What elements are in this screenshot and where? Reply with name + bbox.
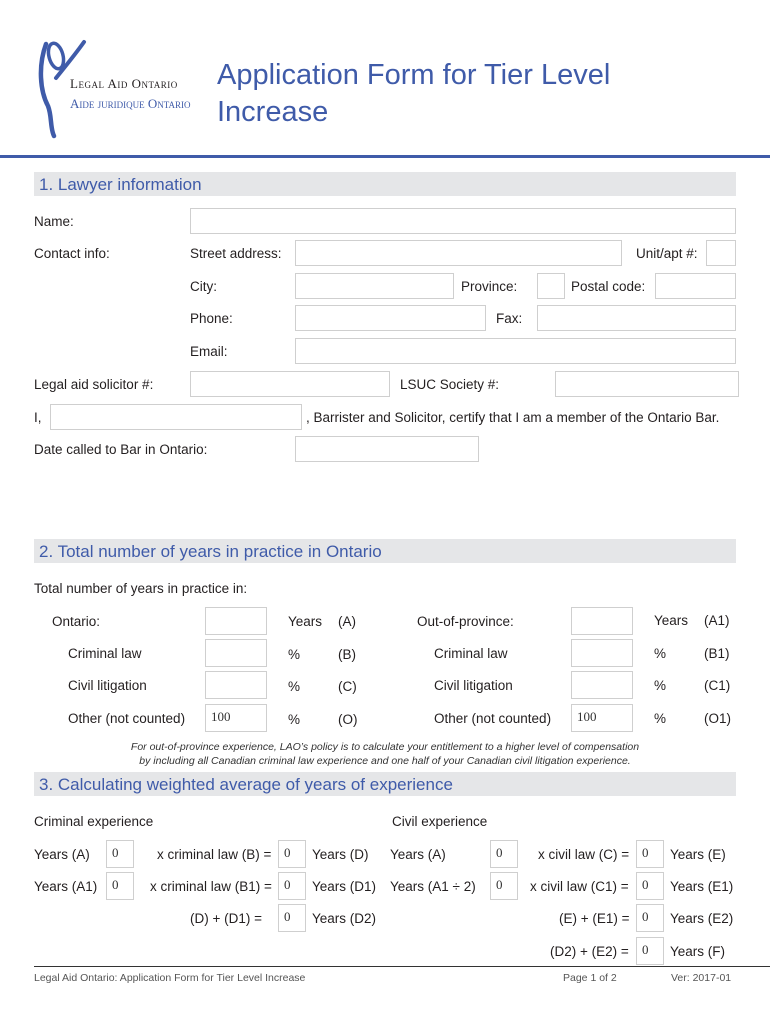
ontario-years-input[interactable] xyxy=(205,607,267,635)
date-called-label: Date called to Bar in Ontario: xyxy=(34,442,208,457)
pct-o1: % xyxy=(654,711,667,726)
years-d1-label: Years (D1) xyxy=(312,879,377,894)
city-input[interactable] xyxy=(295,273,454,299)
logo-text-en: Legal Aid Ontario xyxy=(70,76,178,91)
code-b: (B) xyxy=(338,647,356,662)
years-e-label: Years (E) xyxy=(670,847,726,862)
criminal-exp-label: Criminal experience xyxy=(34,814,154,829)
province-label: Province: xyxy=(461,279,518,294)
out-criminal-input[interactable] xyxy=(571,639,633,667)
years-f-value[interactable]: 0 xyxy=(636,937,664,965)
unit-input[interactable] xyxy=(706,240,736,266)
logo-text-fr: Aide juridique Ontario xyxy=(70,96,191,111)
ontario-civil-input[interactable] xyxy=(205,671,267,699)
phone-input[interactable] xyxy=(295,305,486,331)
street-address-label: Street address: xyxy=(190,246,282,261)
code-a1: (A1) xyxy=(704,613,730,628)
footer-rule xyxy=(34,966,770,967)
crim-years-a-value[interactable]: 0 xyxy=(106,840,134,868)
civ-years-a-value[interactable]: 0 xyxy=(490,840,518,868)
years-e1-label: Years (E1) xyxy=(670,879,734,894)
d2-plus-e2-label: (D2) + (E2) = xyxy=(550,944,629,959)
out-other-label: Other (not counted) xyxy=(434,711,552,726)
date-called-input[interactable] xyxy=(295,436,479,462)
header-rule xyxy=(0,155,770,158)
ontario-label: Ontario: xyxy=(52,614,101,629)
x-criminal-b-label: x criminal law (B) = xyxy=(157,847,272,862)
practice-intro: Total number of years in practice in: xyxy=(34,581,248,596)
name-input[interactable] xyxy=(190,208,736,234)
policy-note-1: For out-of-province experience, LAO’s policy is to calculate your entitlement to a higher level of compensation xyxy=(130,741,640,753)
years-d2-value[interactable]: 0 xyxy=(278,904,306,932)
x-civil-c1-label: x civil law (C1) = xyxy=(530,879,629,894)
out-civil-input[interactable] xyxy=(571,671,633,699)
civ-years-a1-label: Years (A1 ÷ 2) xyxy=(390,879,476,894)
city-label: City: xyxy=(190,279,217,294)
solicitor-input[interactable] xyxy=(190,371,390,397)
fax-label: Fax: xyxy=(496,311,523,326)
email-input[interactable] xyxy=(295,338,736,364)
section-1-header: 1. Lawyer information xyxy=(34,172,736,196)
years-d-value[interactable]: 0 xyxy=(278,840,306,868)
years-d-label: Years (D) xyxy=(312,847,369,862)
d-plus-d1-label: (D) + (D1) = xyxy=(190,911,263,926)
policy-note-2: by including all Canadian criminal law experience and one half of your Canadian civil litigation experience. xyxy=(139,755,631,767)
certify-text: , Barrister and Solicitor, certify that I am a member of the Ontario Bar. xyxy=(306,410,720,425)
years-e-value[interactable]: 0 xyxy=(636,840,664,868)
years-label-a: Years xyxy=(288,614,323,629)
name-label: Name: xyxy=(34,214,74,229)
out-province-label: Out-of-province: xyxy=(417,614,514,629)
code-c: (C) xyxy=(338,679,357,694)
years-e1-value[interactable]: 0 xyxy=(636,872,664,900)
solicitor-label: Legal aid solicitor #: xyxy=(34,377,154,392)
civil-label: Civil litigation xyxy=(68,678,147,693)
out-criminal-label: Criminal law xyxy=(434,646,508,661)
lsuc-label: LSUC Society #: xyxy=(400,377,500,392)
code-a: (A) xyxy=(338,614,356,629)
years-d2-label: Years (D2) xyxy=(312,911,377,926)
page-number: Page 1 of 2 xyxy=(563,972,617,984)
years-d1-value[interactable]: 0 xyxy=(278,872,306,900)
version: Ver: 2017-01 xyxy=(671,972,732,984)
crim-years-a1-label: Years (A1) xyxy=(34,879,98,894)
pct-b1: % xyxy=(654,646,667,661)
pct-b: % xyxy=(288,647,301,662)
footer-title: Legal Aid Ontario: Application Form for Tier Level Increase xyxy=(34,972,306,984)
lsuc-input[interactable] xyxy=(555,371,739,397)
email-label: Email: xyxy=(190,344,228,359)
civil-exp-label: Civil experience xyxy=(392,814,488,829)
phone-label: Phone: xyxy=(190,311,233,326)
out-civil-label: Civil litigation xyxy=(434,678,513,693)
postal-code-input[interactable] xyxy=(655,273,736,299)
province-input[interactable] xyxy=(537,273,565,299)
code-o1: (O1) xyxy=(704,711,731,726)
code-c1: (C1) xyxy=(704,678,731,693)
pct-o: % xyxy=(288,712,301,727)
x-civil-c-label: x civil law (C) = xyxy=(538,847,630,862)
street-address-input[interactable] xyxy=(295,240,622,266)
pct-c1: % xyxy=(654,678,667,693)
out-years-input[interactable] xyxy=(571,607,633,635)
other-label: Other (not counted) xyxy=(68,711,186,726)
e-plus-e1-label: (E) + (E1) = xyxy=(559,911,630,926)
civ-years-a1-value[interactable]: 0 xyxy=(490,872,518,900)
ontario-criminal-input[interactable] xyxy=(205,639,267,667)
code-b1: (B1) xyxy=(704,646,730,661)
lawyer-name-input[interactable] xyxy=(50,404,302,430)
section-3-header: 3. Calculating weighted average of years of experience xyxy=(34,772,736,796)
criminal-label: Criminal law xyxy=(68,646,142,661)
crim-years-a1-value[interactable]: 0 xyxy=(106,872,134,900)
unit-label: Unit/apt #: xyxy=(636,246,698,261)
code-o: (O) xyxy=(338,712,358,727)
pct-c: % xyxy=(288,679,301,694)
civ-years-a-label: Years (A) xyxy=(390,847,446,862)
years-e2-value[interactable]: 0 xyxy=(636,904,664,932)
contact-info-label: Contact info: xyxy=(34,246,110,261)
page-title: Application Form for Tier Level Increase xyxy=(217,59,611,128)
years-f-label: Years (F) xyxy=(670,944,726,959)
i-label: I, xyxy=(34,410,42,425)
section-2-header: 2. Total number of years in practice in Ontario xyxy=(34,539,736,563)
years-label-a1: Years xyxy=(654,613,689,628)
fax-input[interactable] xyxy=(537,305,736,331)
ontario-other-input[interactable]: 100 xyxy=(205,704,267,732)
crim-years-a-label: Years (A) xyxy=(34,847,90,862)
out-other-input[interactable]: 100 xyxy=(571,704,633,732)
x-criminal-b1-label: x criminal law (B1) = xyxy=(150,879,272,894)
years-e2-label: Years (E2) xyxy=(670,911,734,926)
postal-code-label: Postal code: xyxy=(571,279,646,294)
